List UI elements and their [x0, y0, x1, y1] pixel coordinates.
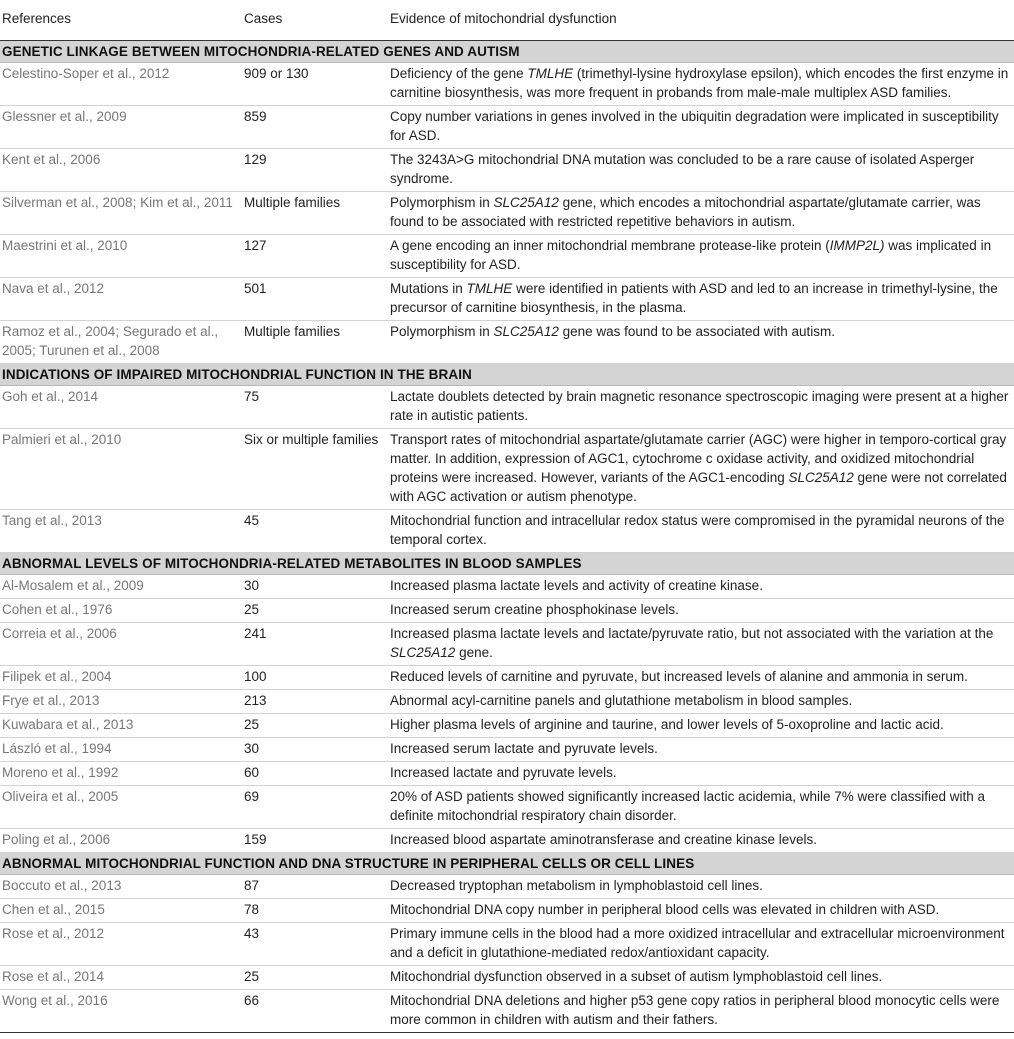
- evidence-text: Mitochondrial DNA copy number in peripheral blood cells was elevated in children with ASD.: [390, 902, 940, 917]
- reference-cell: Silverman et al., 2008; Kim et al., 2011: [0, 192, 242, 235]
- reference-cell: Oliveira et al., 2005: [0, 786, 242, 829]
- evidence-cell: [388, 321, 1014, 364]
- reference-cell: Tang et al., 2013: [0, 510, 242, 553]
- section-title: ABNORMAL MITOCHONDRIAL FUNCTION AND DNA STRUCTURE IN PERIPHERAL CELLS OR CELL LINES: [0, 853, 1014, 875]
- reference-cell: Kent et al., 2006: [0, 149, 242, 192]
- gene-name: SLC25A12: [493, 195, 559, 210]
- gene-name: TMLHE: [527, 66, 574, 81]
- reference-cell: Cohen et al., 1976: [0, 599, 242, 623]
- cases-cell: 60: [242, 762, 388, 786]
- table-row: [0, 63, 1014, 106]
- gene-name: TMLHE: [466, 281, 513, 296]
- reference-cell: Maestrini et al., 2010: [0, 235, 242, 278]
- reference-cell: Ramoz et al., 2004; Segurado et al., 2005; Turunen et al., 2008: [0, 321, 242, 364]
- cases-cell: Six or multiple families: [242, 429, 388, 510]
- cases-cell: 30: [242, 575, 388, 599]
- evidence-text: Polymorphism in: [390, 195, 494, 210]
- evidence-text: Primary immune cells in the blood had a more oxidized intracellular and extracellular microenvironment and a deficit in glutathione-mediated redox/antioxidant capacity.: [390, 926, 1005, 960]
- cases-cell: 100: [242, 666, 388, 690]
- evidence-cell: [388, 990, 1014, 1033]
- reference-cell: László et al., 1994: [0, 738, 242, 762]
- evidence-cell: [388, 666, 1014, 690]
- cases-cell: 78: [242, 899, 388, 923]
- evidence-cell: [388, 510, 1014, 553]
- evidence-text: 20% of ASD patients showed significantly increased lactic acidemia, while 7% were classified with a definite mitochondrial respiratory chain disorder.: [390, 789, 986, 823]
- table-row: [0, 786, 1014, 829]
- evidence-text: Deficiency of the gene: [390, 66, 528, 81]
- evidence-cell: [388, 192, 1014, 235]
- evidence-text: Mitochondrial function and intracellular redox status were compromised in the pyramidal neurons of the temporal cortex.: [390, 513, 1005, 547]
- evidence-text: Decreased tryptophan metabolism in lymphoblastoid cell lines.: [390, 878, 763, 893]
- evidence-cell: [388, 762, 1014, 786]
- table-row: [0, 235, 1014, 278]
- cases-cell: 501: [242, 278, 388, 321]
- evidence-cell: [388, 623, 1014, 666]
- table-row: [0, 623, 1014, 666]
- reference-cell: Rose et al., 2012: [0, 923, 242, 966]
- cases-cell: 129: [242, 149, 388, 192]
- reference-cell: Glessner et al., 2009: [0, 106, 242, 149]
- evidence-cell: [388, 149, 1014, 192]
- cases-cell: 87: [242, 875, 388, 899]
- evidence-text: were identified in patients with ASD and led to an increase in trimethyl-lysine, the precursor of carnitine biosynthesis, in the plasma.: [390, 281, 998, 315]
- evidence-cell: [388, 429, 1014, 510]
- table-body: [0, 41, 1014, 1033]
- evidence-cell: [388, 386, 1014, 429]
- table-row: [0, 666, 1014, 690]
- evidence-text: A gene encoding an inner mitochondrial membrane protease-like protein (: [390, 238, 830, 253]
- evidence-text: Abnormal acyl-carnitine panels and glutathione metabolism in blood samples.: [390, 693, 853, 708]
- table-row: [0, 923, 1014, 966]
- cases-cell: Multiple families: [242, 192, 388, 235]
- table-row: [0, 599, 1014, 623]
- cases-cell: 909 or 130: [242, 63, 388, 106]
- evidence-text: Mitochondrial DNA deletions and higher p53 gene copy ratios in peripheral blood monocytic cells were more common in children with autism and their fathers.: [390, 993, 1000, 1027]
- evidence-text: Increased serum creatine phosphokinase levels.: [390, 602, 679, 617]
- gene-name: SLC25A12: [788, 470, 854, 485]
- cases-cell: 241: [242, 623, 388, 666]
- header-cases: Cases: [242, 0, 388, 41]
- reference-cell: Poling et al., 2006: [0, 829, 242, 853]
- table-row: [0, 278, 1014, 321]
- evidence-text: gene, which encodes a mitochondrial aspartate/glutamate carrier, was found to be associated with restricted repetitive behaviors in autism.: [390, 195, 981, 229]
- evidence-text: The 3243A>G mitochondrial DNA mutation was concluded to be a rare cause of isolated Asperger syndrome.: [390, 152, 975, 186]
- evidence-cell: [388, 875, 1014, 899]
- evidence-text: gene were not correlated with AGC activation or autism phenotype.: [390, 470, 1007, 504]
- table-row: [0, 875, 1014, 899]
- table-row: [0, 829, 1014, 853]
- header-row: [0, 0, 1014, 41]
- table-row: [0, 899, 1014, 923]
- reference-cell: Celestino-Soper et al., 2012: [0, 63, 242, 106]
- evidence-cell: [388, 966, 1014, 990]
- evidence-cell: [388, 899, 1014, 923]
- reference-cell: Filipek et al., 2004: [0, 666, 242, 690]
- gene-name: IMMP2L): [829, 238, 885, 253]
- section-title: INDICATIONS OF IMPAIRED MITOCHONDRIAL FUNCTION IN THE BRAIN: [0, 364, 1014, 386]
- table-row: [0, 738, 1014, 762]
- reference-cell: Goh et al., 2014: [0, 386, 242, 429]
- reference-cell: Rose et al., 2014: [0, 966, 242, 990]
- table-row: [0, 510, 1014, 553]
- table-row: [0, 321, 1014, 364]
- evidence-cell: [388, 63, 1014, 106]
- section-title: ABNORMAL LEVELS OF MITOCHONDRIA-RELATED METABOLITES IN BLOOD SAMPLES: [0, 553, 1014, 575]
- evidence-text: Mutations in: [390, 281, 467, 296]
- evidence-cell: [388, 738, 1014, 762]
- evidence-text: Increased plasma lactate levels and lactate/pyruvate ratio, but not associated with the variation at the: [390, 626, 994, 641]
- evidence-cell: [388, 235, 1014, 278]
- table-row: [0, 106, 1014, 149]
- evidence-cell: [388, 714, 1014, 738]
- cases-cell: 43: [242, 923, 388, 966]
- table-row: [0, 149, 1014, 192]
- table-row: [0, 714, 1014, 738]
- reference-cell: Chen et al., 2015: [0, 899, 242, 923]
- evidence-cell: [388, 829, 1014, 853]
- cases-cell: 25: [242, 714, 388, 738]
- evidence-cell: [388, 575, 1014, 599]
- evidence-text: Copy number variations in genes involved in the ubiquitin degradation were implicated in susceptibility for ASD.: [390, 109, 999, 143]
- evidence-cell: [388, 786, 1014, 829]
- cases-cell: 25: [242, 599, 388, 623]
- evidence-text: Increased plasma lactate levels and activity of creatine kinase.: [390, 578, 763, 593]
- evidence-cell: [388, 923, 1014, 966]
- cases-cell: 66: [242, 990, 388, 1033]
- cases-cell: 25: [242, 966, 388, 990]
- evidence-text: Mitochondrial dysfunction observed in a subset of autism lymphoblastoid cell lines.: [390, 969, 883, 984]
- reference-cell: Correia et al., 2006: [0, 623, 242, 666]
- cases-cell: 75: [242, 386, 388, 429]
- evidence-text: Increased blood aspartate aminotransferase and creatine kinase levels.: [390, 832, 818, 847]
- gene-name: SLC25A12: [493, 324, 559, 339]
- table-row: [0, 386, 1014, 429]
- table-row: [0, 575, 1014, 599]
- evidence-cell: [388, 690, 1014, 714]
- evidence-cell: [388, 599, 1014, 623]
- cases-cell: 45: [242, 510, 388, 553]
- reference-cell: Boccuto et al., 2013: [0, 875, 242, 899]
- header-evidence: Evidence of mitochondrial dysfunction: [388, 0, 1014, 41]
- section-title: GENETIC LINKAGE BETWEEN MITOCHONDRIA-RELATED GENES AND AUTISM: [0, 41, 1014, 63]
- cases-cell: Multiple families: [242, 321, 388, 364]
- evidence-text: gene.: [455, 645, 493, 660]
- table-row: [0, 966, 1014, 990]
- header-references: References: [0, 0, 242, 41]
- reference-cell: Nava et al., 2012: [0, 278, 242, 321]
- evidence-cell: [388, 278, 1014, 321]
- cases-cell: 127: [242, 235, 388, 278]
- evidence-text: was implicated in susceptibility for ASD.: [390, 238, 992, 272]
- reference-cell: Moreno et al., 1992: [0, 762, 242, 786]
- cases-cell: 69: [242, 786, 388, 829]
- evidence-text: Polymorphism in: [390, 324, 494, 339]
- reference-cell: Kuwabara et al., 2013: [0, 714, 242, 738]
- evidence-text: (trimethyl-lysine hydroxylase epsilon), which encodes the first enzyme in carnitine biosynthesis, was more frequent in probands from male-male multiplex ASD families.: [390, 66, 1009, 100]
- evidence-text: Lactate doublets detected by brain magnetic resonance spectroscopic imaging were present at a higher rate in autistic patients.: [390, 389, 1009, 423]
- cases-cell: 213: [242, 690, 388, 714]
- evidence-text: Increased serum lactate and pyruvate levels.: [390, 741, 658, 756]
- gene-name: SLC25A12: [390, 645, 456, 660]
- cases-cell: 859: [242, 106, 388, 149]
- table-row: [0, 192, 1014, 235]
- evidence-cell: [388, 106, 1014, 149]
- section-row: [0, 41, 1014, 63]
- section-row: [0, 853, 1014, 875]
- section-row: [0, 553, 1014, 575]
- reference-cell: Palmieri et al., 2010: [0, 429, 242, 510]
- reference-cell: Wong et al., 2016: [0, 990, 242, 1033]
- evidence-text: Increased lactate and pyruvate levels.: [390, 765, 617, 780]
- evidence-text: gene was found to be associated with autism.: [558, 324, 836, 339]
- cases-cell: 159: [242, 829, 388, 853]
- reference-cell: Frye et al., 2013: [0, 690, 242, 714]
- table-row: [0, 762, 1014, 786]
- table-row: [0, 429, 1014, 510]
- evidence-text: Transport rates of mitochondrial aspartate/glutamate carrier (AGC) were higher in temporo-cortical gray matter. In addition, expression of AGC1, cytochrome c oxidase activity, and oxidized mitochondrial proteins were increased. However, variants of the AGC1-encoding: [390, 432, 1007, 485]
- table-row: [0, 990, 1014, 1033]
- table-header: [0, 0, 1014, 41]
- evidence-text: Higher plasma levels of arginine and taurine, and lower levels of 5-oxoproline and lactic acid.: [390, 717, 944, 732]
- cases-cell: 30: [242, 738, 388, 762]
- table-row: [0, 690, 1014, 714]
- evidence-text: Reduced levels of carnitine and pyruvate, but increased levels of alanine and ammonia in serum.: [390, 669, 968, 684]
- section-row: [0, 364, 1014, 386]
- reference-cell: Al-Mosalem et al., 2009: [0, 575, 242, 599]
